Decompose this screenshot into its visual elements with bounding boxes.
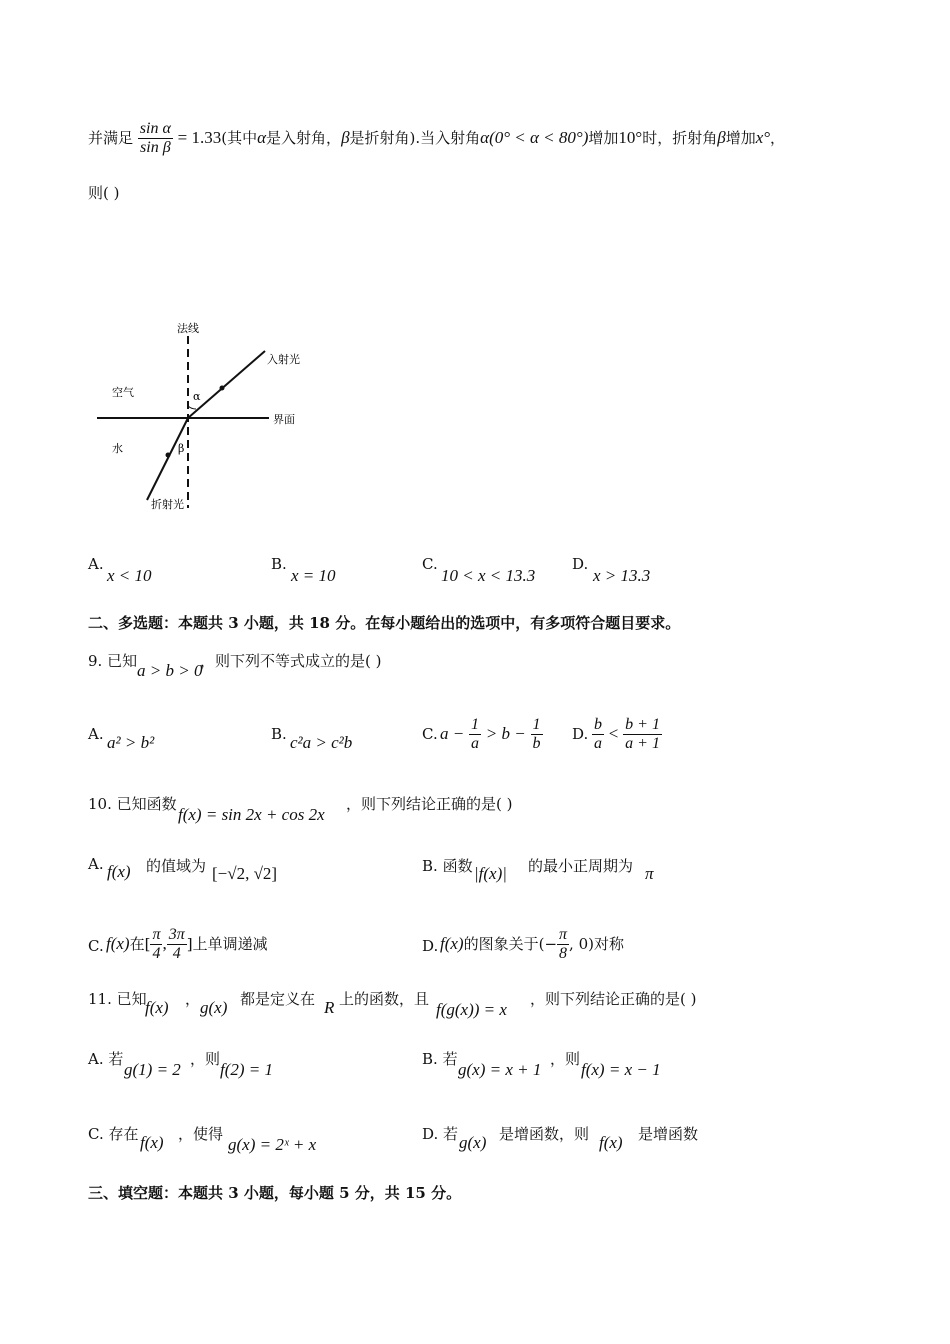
q11-option-b-e1: g(x) = x + 1: [458, 1060, 542, 1079]
q8-option-b[interactable]: B.: [271, 555, 287, 573]
alpha-arc: [188, 406, 196, 409]
q10-option-b-pi: π: [645, 864, 654, 883]
q11-option-b[interactable]: B. 若: [422, 1050, 458, 1068]
q8-option-a[interactable]: A.: [88, 555, 104, 573]
q10-stem-suffix: ，则下列结论正确的是( ): [346, 795, 513, 813]
q9-c-frac2: $\frac{1}{b}$: [532, 716, 541, 753]
q11-option-d[interactable]: D. 若: [422, 1125, 459, 1143]
q11-option-d-t2: 是增函数，则: [499, 1125, 590, 1143]
refraction-diagram: [85, 318, 325, 518]
q11-f: f(x): [145, 998, 169, 1017]
q11-option-d-t3: 是增函数: [638, 1125, 699, 1143]
q8-line1: 并满足 $\frac{\text{sin α}}{\text{sin β}}$ = 1.33(其中α是入射角，β是折射角).当入射角α(0° < α < 80°)增加10°时，折射角β增加x°，: [88, 120, 786, 157]
q9-d-frac2: $\frac{b + 1}{a + 1}$: [625, 716, 660, 753]
q10-option-b-text: 的最小正周期为: [528, 857, 634, 875]
q8-fraction: $\frac{\text{sin α}}{\text{sin β}}$: [139, 120, 171, 157]
q8-option-d-expr: x > 13.3: [593, 566, 651, 585]
q9-option-d-expr: $\frac{b}{a}$ < $\frac{b + 1}{a + 1}$: [594, 716, 660, 753]
q11-option-c-e2: g(x) = 2ˣ + x: [228, 1135, 317, 1154]
q10-option-a[interactable]: A.: [88, 855, 104, 873]
q10-option-a-text: 的值域为: [146, 857, 207, 875]
q10-option-b[interactable]: B. 函数: [422, 857, 473, 875]
q11-option-a-e1: g(1) = 2: [124, 1060, 181, 1079]
q11-t2: 上的函数，且: [339, 990, 430, 1008]
beta-label: β: [178, 442, 185, 455]
q10-stem: 10. 已知函数: [88, 795, 177, 813]
q9-c-frac1: $\frac{1}{a}$: [471, 716, 480, 753]
q11-option-a[interactable]: A. 若: [88, 1050, 124, 1068]
q8-option-c-expr: 10 < x < 13.3: [441, 566, 536, 585]
q11-option-c-e1: f(x): [140, 1133, 164, 1152]
q9-stem: 9. 已知: [88, 652, 138, 670]
refracted-label: 折射光: [151, 498, 184, 511]
q9-option-a-expr: a² > b²: [107, 733, 155, 752]
q9-condition: a > b > 0: [137, 661, 203, 680]
air-label: 空气: [112, 386, 134, 399]
q11-option-a-t2: ，则: [190, 1050, 221, 1068]
q10-c-frac2: $\frac{3\pi}{4}$: [168, 926, 185, 963]
q11-sep: ，: [185, 990, 201, 1008]
q11-R: R: [324, 998, 335, 1017]
q11-t1: 都是定义在: [240, 990, 316, 1008]
q9-d-frac1: $\frac{b}{a}$: [594, 716, 602, 753]
q11-option-d-e2: f(x): [599, 1133, 623, 1152]
refracted-arrow-dot: [166, 453, 171, 458]
q9-option-d[interactable]: D.: [572, 725, 589, 743]
q9-option-b[interactable]: B.: [271, 725, 287, 743]
q10-option-d[interactable]: D.: [422, 937, 439, 955]
q11-option-c-t2: ，使得: [178, 1125, 224, 1143]
q11-option-d-e1: g(x): [459, 1133, 487, 1152]
q11-option-c[interactable]: C. 存在: [88, 1125, 139, 1143]
q11-g: g(x): [200, 998, 228, 1017]
q8-option-c[interactable]: C.: [422, 555, 438, 573]
q8-option-b-expr: x = 10: [291, 566, 336, 585]
q9-stem-suffix: ，则下列不等式成立的是( ): [200, 652, 382, 670]
q9-option-b-expr: c²a > c²b: [290, 733, 353, 752]
normal-label: 法线: [177, 322, 199, 335]
q8-option-d[interactable]: D.: [572, 555, 589, 573]
refracted-ray: [147, 418, 188, 500]
q10-option-d-expr: f(x)的图象关于(− $\frac{\pi}{8}$ , 0)对称: [440, 926, 624, 963]
q10-option-b-abs: |f(x)|: [474, 864, 507, 883]
q8-line2: 则( ): [88, 184, 120, 202]
q10-option-a-range: [−√2, √2]: [212, 864, 278, 883]
section2-heading: 二、多选题：本题共 3 小题，共 18 分。在每小题给出的选项中，有多项符合题目要求。: [88, 614, 681, 632]
q8-option-a-expr: x < 10: [107, 566, 152, 585]
q11-stem: 11. 已知: [88, 990, 147, 1008]
q9-option-c-expr: a − $\frac{1}{a}$ > b − $\frac{1}{b}$: [440, 716, 541, 753]
incident-arrow-dot: [220, 386, 225, 391]
q10-option-a-f: f(x): [107, 862, 131, 881]
incident-label: 入射光: [267, 353, 300, 366]
section3-heading: 三、填空题：本题共 3 小题，每小题 5 分，共 15 分。: [88, 1184, 462, 1202]
q10-option-c-expr: f(x)在[ $\frac{\pi}{4}$ , $\frac{3\pi}{4}$ ]上单调递减: [106, 926, 268, 963]
q11-option-a-e2: f(2) = 1: [220, 1060, 274, 1079]
alpha-label: α: [193, 390, 201, 403]
q10-function: f(x) = sin 2x + cos 2x: [178, 805, 325, 824]
q10-d-frac: $\frac{\pi}{8}$: [559, 926, 568, 963]
q10-c-frac1: $\frac{\pi}{4}$: [152, 926, 161, 963]
q11-option-b-t2: ，则: [550, 1050, 581, 1068]
q11-composition: f(g(x)) = x: [436, 1000, 507, 1019]
water-label: 水: [112, 442, 123, 455]
interface-label: 界面: [273, 413, 295, 426]
q9-option-a[interactable]: A.: [88, 725, 104, 743]
q11-option-b-e2: f(x) = x − 1: [581, 1060, 661, 1079]
q10-option-c[interactable]: C.: [88, 937, 104, 955]
q9-option-c[interactable]: C.: [422, 725, 438, 743]
incident-ray: [188, 351, 265, 418]
q11-t3: ，则下列结论正确的是( ): [530, 990, 697, 1008]
